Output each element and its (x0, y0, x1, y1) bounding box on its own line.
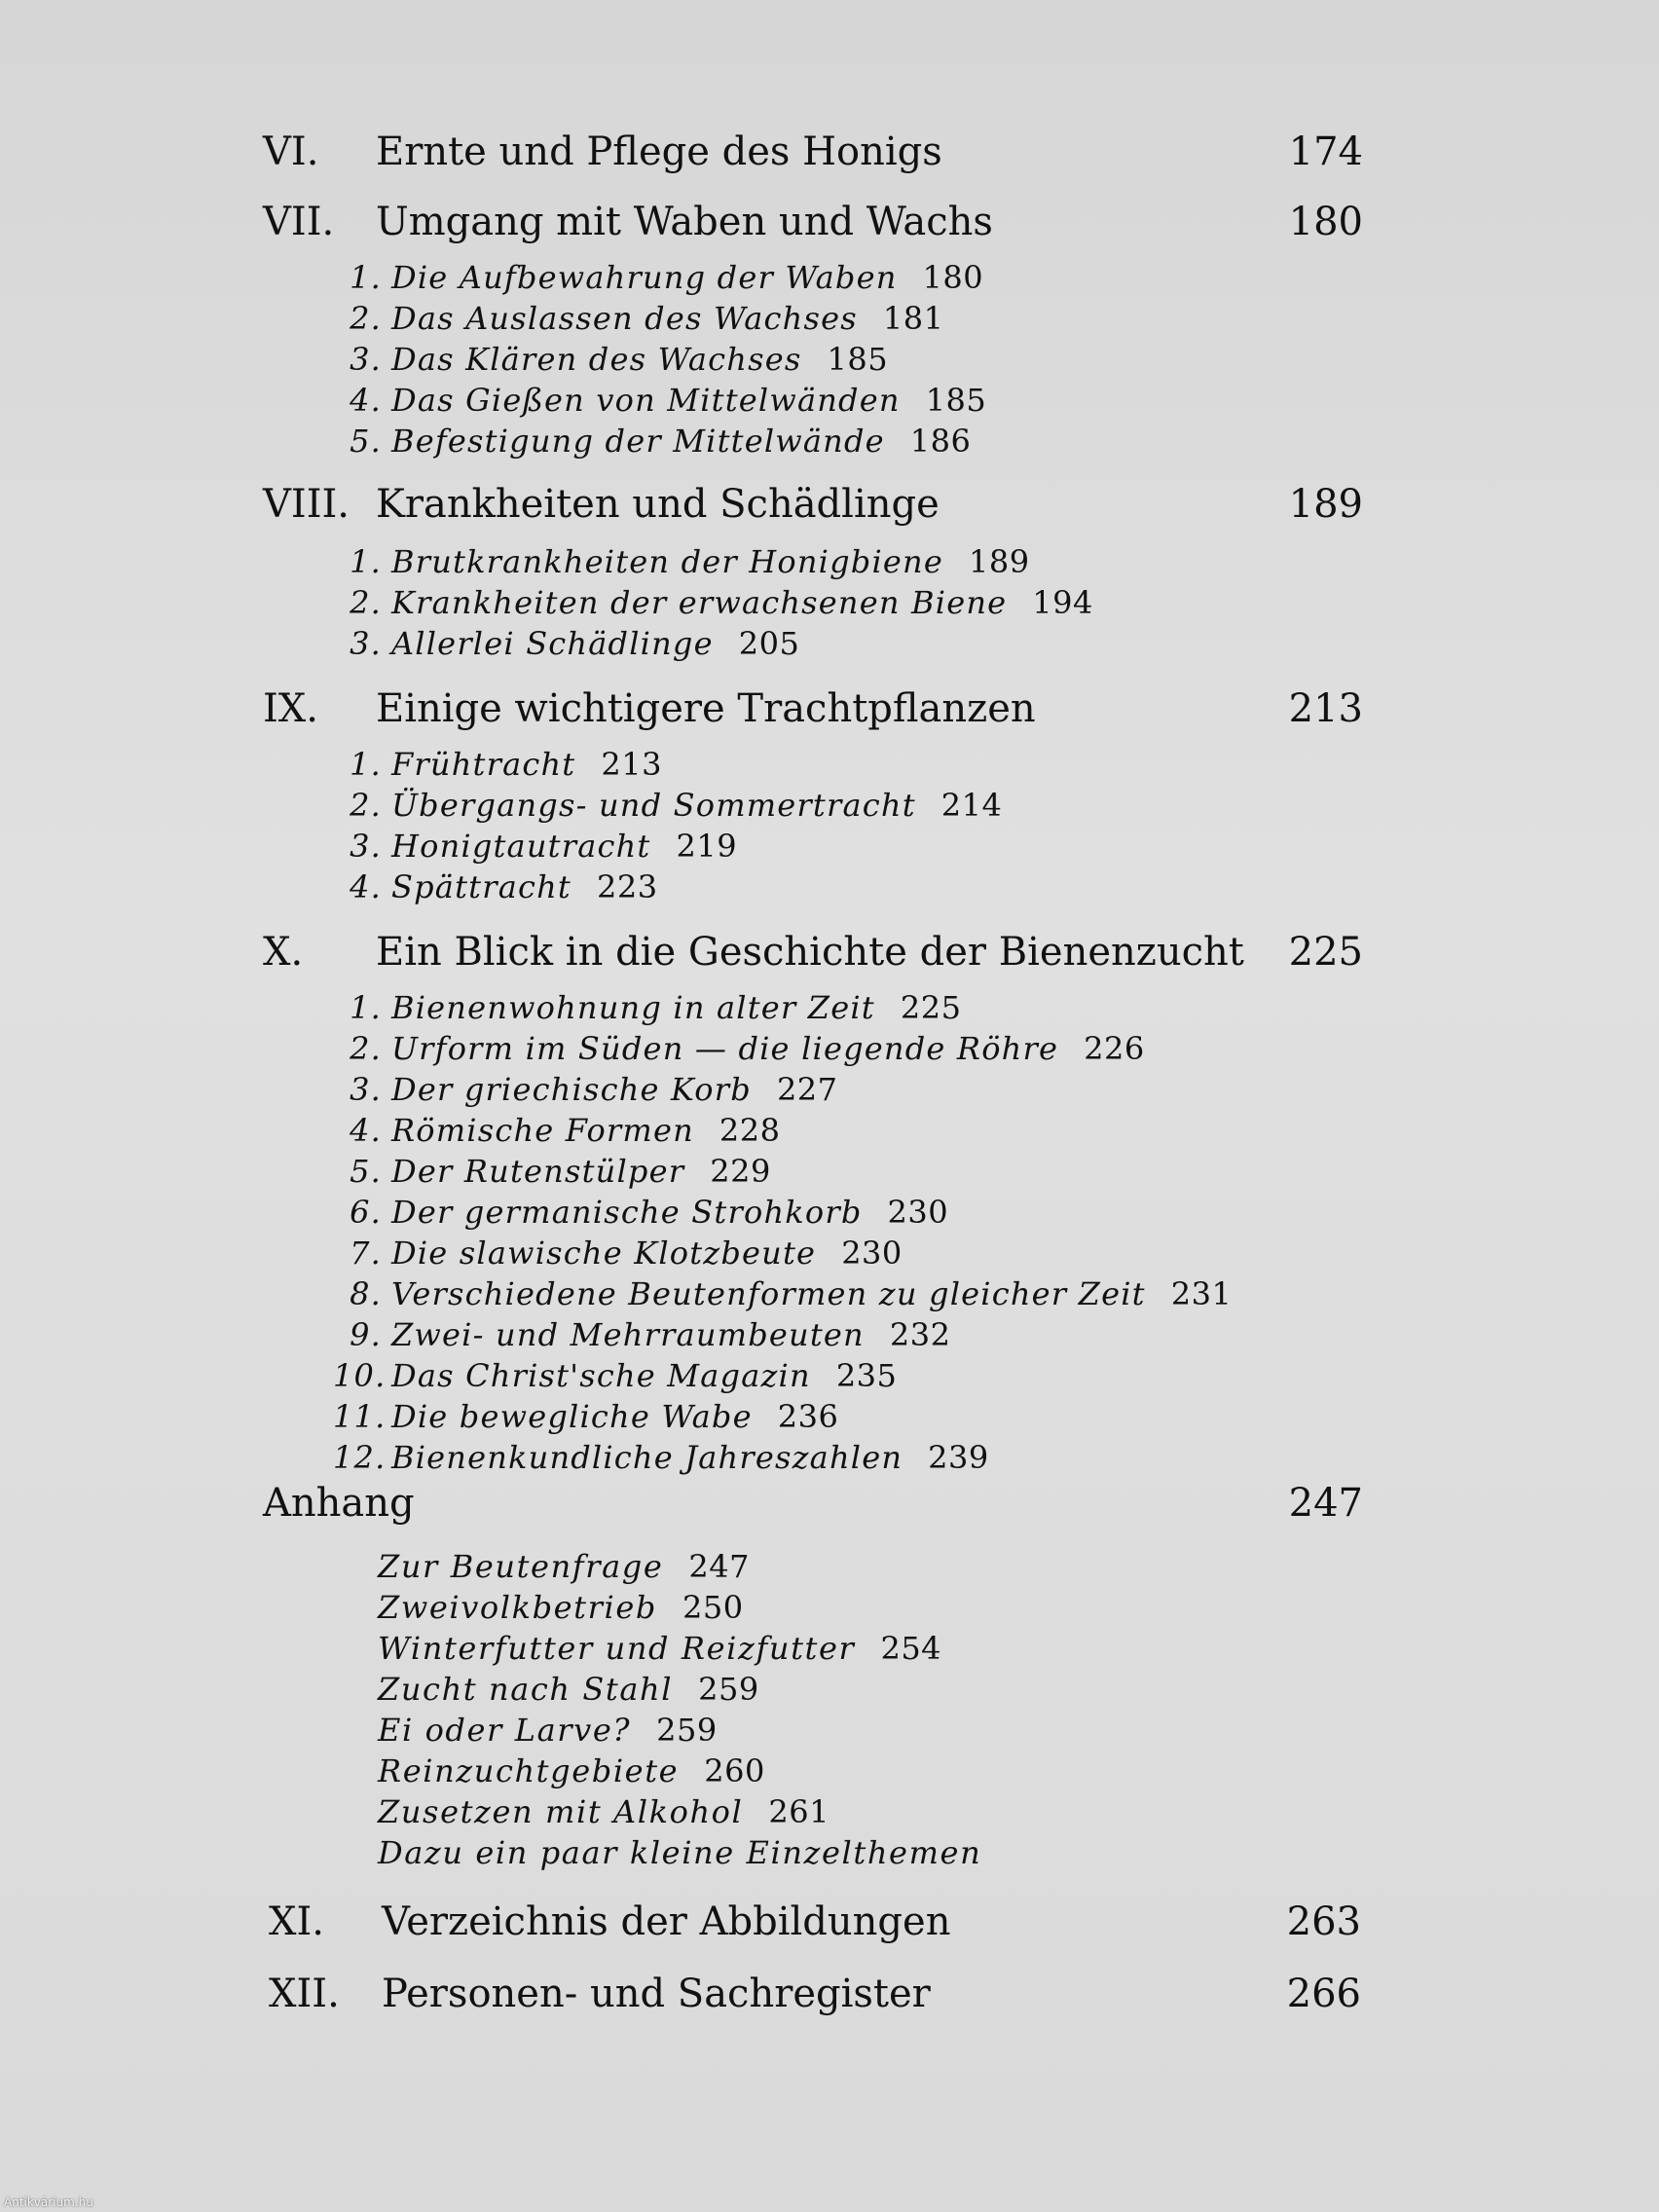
entry-page: 213 (601, 746, 662, 783)
appendix-entry (378, 1751, 765, 1791)
entry-title: Zweivolkbetrieb (378, 1589, 657, 1626)
entry-title: Verschiedene Beutenformen zu gleicher Zeit (391, 1275, 1146, 1312)
entry-title: Übergangs- und Sommertracht (391, 787, 916, 824)
toc-chapter-x (263, 925, 1392, 979)
entry-title: Dazu ein paar kleine Einzelthemen (378, 1834, 982, 1871)
chapter-page: 213 (1288, 686, 1363, 731)
entry-title: Reinzuchtgebiete (378, 1752, 680, 1789)
toc-entry (333, 785, 1002, 826)
entry-number: 1. (350, 746, 382, 783)
entry-number: 1. (350, 989, 382, 1026)
chapter-page: 225 (1288, 930, 1363, 975)
toc-entry (333, 1069, 838, 1110)
entry-title: Der griechische Korb (391, 1071, 752, 1108)
entry-page: 181 (882, 300, 944, 337)
entry-title: Das Auslassen des Wachses (391, 300, 858, 337)
entry-page: 230 (887, 1194, 949, 1231)
entry-title: Zucht nach Stahl (378, 1671, 674, 1708)
entry-page: 219 (676, 828, 738, 865)
watermark: Antikvárium.hu (4, 2195, 93, 2209)
entry-title: Krankheiten der erwachsenen Biene (391, 584, 1008, 621)
toc-entry (333, 1314, 950, 1355)
toc-entry (333, 298, 943, 339)
entry-page: 186 (909, 423, 972, 460)
entry-title: Bienenkundliche Jahreszahlen (391, 1439, 903, 1476)
entry-page: 235 (835, 1357, 898, 1394)
toc-entry (333, 1192, 948, 1233)
chapter-page: 266 (1286, 1972, 1361, 2016)
chapter-number: VII. (263, 200, 335, 244)
toc-entry (333, 866, 658, 907)
entry-page: 260 (704, 1752, 765, 1789)
toc-entry (333, 987, 961, 1028)
chapter-title: Ernte und Pflege des Honigs (376, 129, 942, 174)
entry-title: Die slawische Klotzbeute (391, 1235, 817, 1272)
entry-number: 5. (350, 1153, 382, 1190)
entry-number: 2. (350, 300, 382, 337)
entry-number: 8. (350, 1275, 382, 1312)
entry-number: 9. (350, 1316, 382, 1353)
entry-number: 5. (350, 423, 382, 460)
appendix-entry (378, 1791, 830, 1832)
chapter-title: Umgang mit Waben und Wachs (376, 200, 993, 244)
chapter-title: Personen- und Sachregister (382, 1972, 931, 2016)
toc-entry (333, 339, 888, 380)
entry-page: 247 (688, 1548, 750, 1585)
entry-title: Frühtracht (391, 746, 576, 783)
entry-page: 230 (841, 1235, 903, 1272)
chapter-page: 174 (1288, 129, 1363, 174)
entry-page: 261 (768, 1793, 830, 1830)
entry-title: Das Klären des Wachses (391, 341, 802, 378)
entry-page: 205 (738, 625, 800, 662)
toc-entry (333, 1110, 780, 1151)
toc-appendix (263, 1476, 1392, 1530)
entry-title: Bienenwohnung in alter Zeit (391, 989, 875, 1026)
entry-page: 223 (596, 868, 658, 905)
toc-chapter-vii (263, 195, 1392, 249)
entry-page: 185 (925, 382, 987, 419)
appendix-title: Anhang (263, 1481, 415, 1526)
entry-page: 185 (827, 341, 889, 378)
entry-title: Das Christ'sche Magazin (391, 1357, 811, 1394)
entry-page: 180 (922, 259, 984, 296)
appendix-entry (378, 1628, 941, 1669)
chapter-title: Krankheiten und Schädlinge (376, 482, 940, 527)
entry-number: 4. (350, 1112, 382, 1149)
chapter-page: 180 (1288, 200, 1363, 244)
toc-entry (333, 1151, 771, 1192)
entry-page: 214 (940, 787, 1003, 824)
entry-title: Der germanische Strohkorb (391, 1194, 863, 1231)
entry-page: 254 (880, 1630, 942, 1667)
toc-entry (333, 1028, 1145, 1069)
chapter-number: VI. (263, 129, 319, 174)
entry-page: 226 (1084, 1030, 1145, 1067)
entry-number: 2. (350, 584, 382, 621)
entry-title: Die Aufbewahrung der Waben (391, 259, 898, 296)
toc-entry (333, 1437, 989, 1478)
toc-chapter-vi (263, 125, 1392, 179)
entry-title: Der Rutenstülper (391, 1153, 685, 1190)
entry-number: 3. (350, 625, 382, 662)
entry-number: 3. (350, 341, 382, 378)
entry-number: 2. (350, 1030, 382, 1067)
toc-entry (333, 623, 799, 664)
entry-page: 227 (776, 1071, 838, 1108)
entry-number: 2. (350, 787, 382, 824)
entry-page: 259 (656, 1712, 718, 1749)
toc-entry (333, 541, 1030, 582)
toc-entry (333, 1273, 1232, 1314)
entry-number: 6. (350, 1194, 382, 1231)
chapter-title: Einige wichtigere Trachtpflanzen (376, 686, 1036, 731)
entry-title: Zur Beutenfrage (378, 1548, 664, 1585)
toc-entry (333, 744, 662, 785)
entry-number: 4. (350, 868, 382, 905)
appendix-entry (378, 1587, 744, 1628)
entry-page: 194 (1032, 584, 1093, 621)
entry-title: Das Gießen von Mittelwänden (391, 382, 901, 419)
entry-title: Ei oder Larve? (378, 1712, 632, 1749)
entry-title: Winterfutter und Reizfutter (378, 1630, 856, 1667)
entry-number: 3. (350, 1071, 382, 1108)
chapter-number: IX. (263, 686, 318, 731)
appendix-page: 247 (1288, 1481, 1363, 1526)
entry-page: 189 (969, 543, 1030, 580)
toc-entry (333, 1355, 897, 1396)
entry-page: 232 (889, 1316, 951, 1353)
entry-number: 7. (350, 1235, 382, 1272)
entry-number: 3. (350, 828, 382, 865)
chapter-page: 189 (1288, 482, 1363, 527)
entry-title: Zwei- und Mehrraumbeuten (391, 1316, 865, 1353)
entry-title: Die bewegliche Wabe (391, 1398, 753, 1435)
toc-entry (333, 380, 986, 421)
toc-entry (333, 257, 983, 298)
entry-page: 228 (719, 1112, 781, 1149)
chapter-number: XI. (269, 1899, 324, 1944)
toc-chapter-ix (263, 682, 1392, 736)
entry-number: 1. (350, 543, 382, 580)
entry-title: Honigtautracht (391, 828, 651, 865)
entry-page: 229 (710, 1153, 771, 1190)
entry-title: Brutkrankheiten der Honigbiene (391, 543, 943, 580)
appendix-entry (378, 1546, 750, 1587)
chapter-number: VIII. (263, 482, 350, 527)
toc-chapter-xi (263, 1895, 1392, 1949)
entry-number: 10. (333, 1357, 387, 1394)
entry-page: 259 (698, 1671, 759, 1708)
toc-entry (333, 1233, 903, 1273)
entry-title: Urform im Süden — die liegende Röhre (391, 1030, 1059, 1067)
toc-chapter-viii (263, 477, 1392, 532)
chapter-number: XII. (269, 1972, 340, 2016)
entry-title: Spättracht (391, 868, 571, 905)
chapter-title: Ein Blick in die Geschichte der Bienenzucht (376, 930, 1244, 975)
entry-page: 231 (1170, 1275, 1233, 1312)
entry-page: 225 (900, 989, 962, 1026)
entry-page: 236 (777, 1398, 839, 1435)
appendix-entry (378, 1832, 1007, 1873)
entry-number: 1. (350, 259, 382, 296)
entry-number: 4. (350, 382, 382, 419)
entry-title: Römische Formen (391, 1112, 694, 1149)
entry-page: 239 (928, 1439, 989, 1476)
entry-page: 250 (682, 1589, 744, 1626)
toc-entry (333, 582, 1093, 623)
toc-entry (333, 421, 971, 461)
appendix-entry (378, 1710, 718, 1751)
toc-chapter-xii (263, 1967, 1392, 2021)
toc-entry (333, 1396, 838, 1437)
toc-entry (333, 826, 737, 866)
chapter-title: Verzeichnis der Abbildungen (382, 1899, 951, 1944)
chapter-page: 263 (1286, 1899, 1361, 1944)
entry-number: 12. (333, 1439, 387, 1476)
entry-title: Befestigung der Mittelwände (391, 423, 885, 460)
entry-title: Allerlei Schädlinge (391, 625, 714, 662)
chapter-number: X. (263, 930, 304, 975)
appendix-entry (378, 1669, 759, 1710)
entry-number: 11. (333, 1398, 387, 1435)
entry-title: Zusetzen mit Alkohol (378, 1793, 744, 1830)
